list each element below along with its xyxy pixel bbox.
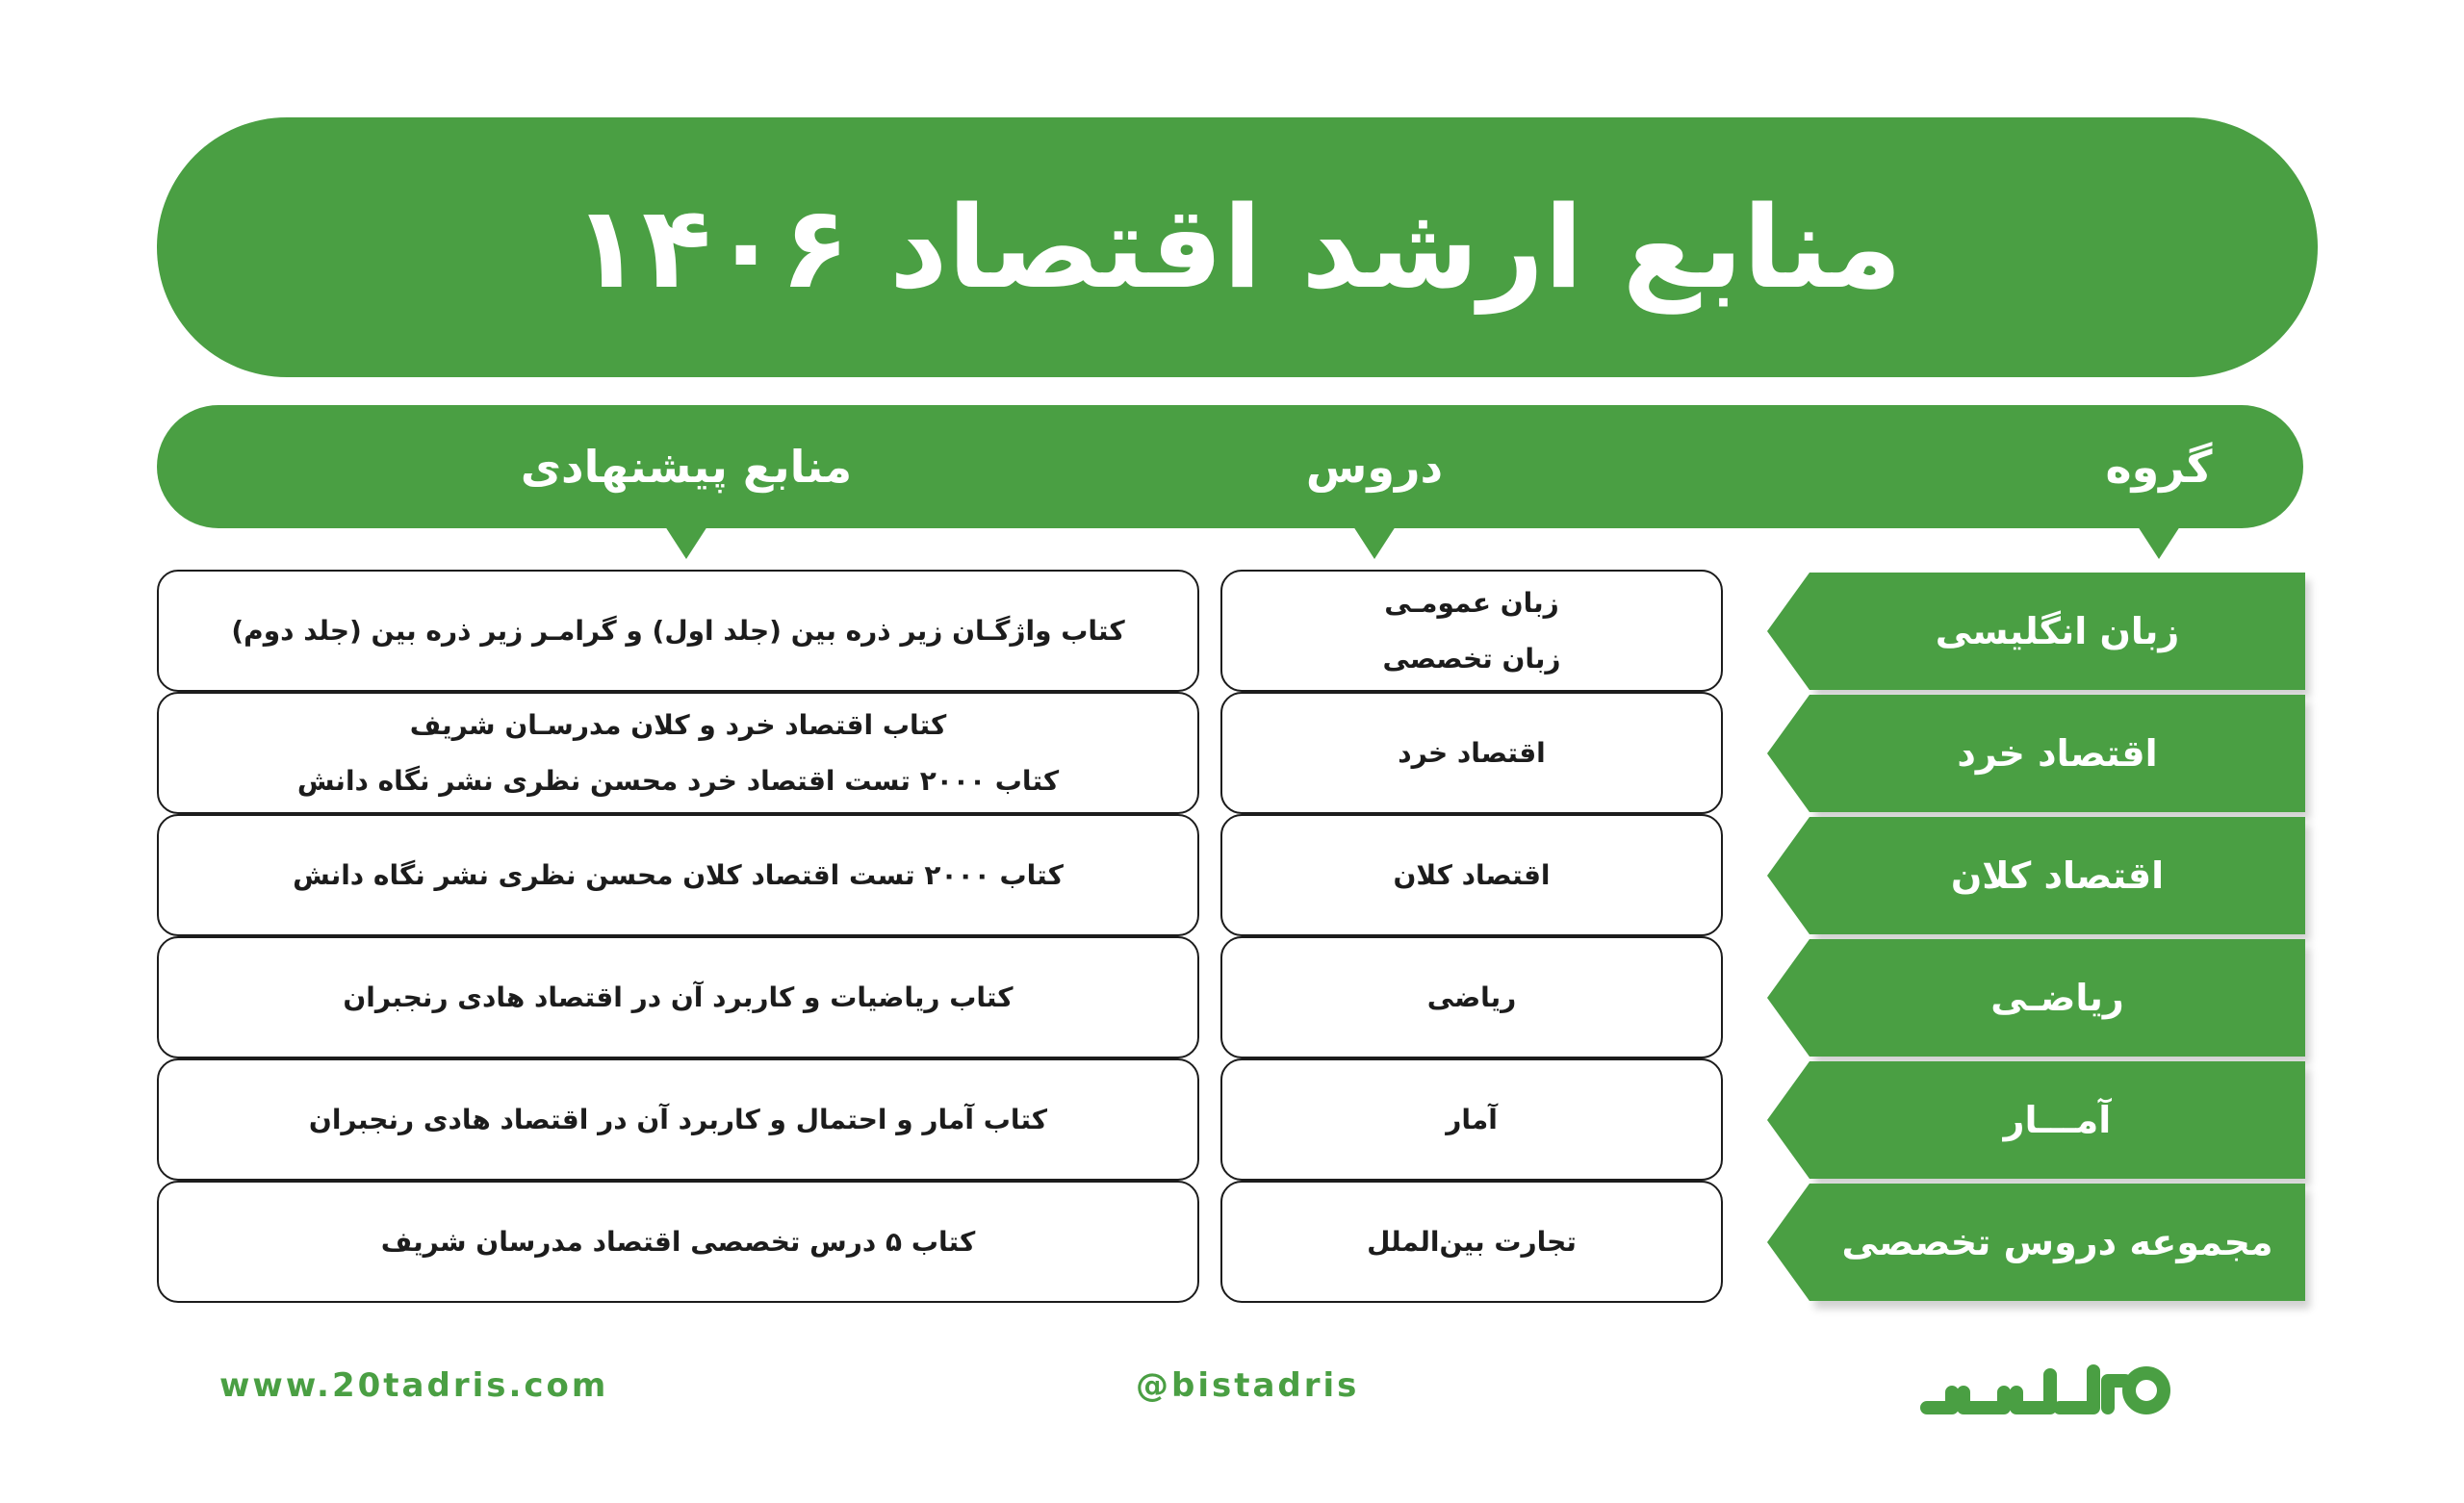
resource-text: کتاب اقتصاد خرد و کلان مدرسـان شریف — [409, 708, 947, 741]
group-label: اقتصاد کلان — [1810, 817, 2305, 934]
course-text: تجارت بین‌الملل — [1367, 1225, 1577, 1258]
group-label: ریاضـی — [1810, 939, 2305, 1057]
table-row-courses — [1220, 936, 1723, 1058]
table-row-resources — [157, 1058, 1199, 1181]
resource-text: کتاب واژگـان زیر ذره بین (جلد اول) و گرامـر زیر ذره بین (جلد دوم) — [231, 614, 1125, 647]
resource-text: کتاب ۲۰۰۰ تست اقتصاد کلان محسن نظری نشر نگاه دانش — [293, 858, 1064, 891]
table-row-resources — [157, 1181, 1199, 1303]
table-header — [157, 405, 2303, 528]
table-row-courses — [1220, 1058, 1723, 1181]
table-row-courses — [1220, 692, 1723, 814]
table-row-resources — [157, 814, 1199, 936]
course-text: اقتصاد خرد — [1398, 736, 1546, 769]
course-text: زبان تخصصی — [1382, 642, 1561, 675]
header-group: گروه — [1928, 405, 2390, 528]
table-row-courses — [1220, 570, 1723, 692]
group-label: مجموعه دروس تخصصی — [1810, 1184, 2305, 1301]
group-label: زبان انگلیسی — [1810, 573, 2305, 690]
resource-text: کتاب ۵ درس تخصصی اقتصاد مدرسان شریف — [380, 1225, 976, 1258]
table-row-courses — [1220, 814, 1723, 936]
resource-text: کتاب ۲۰۰۰ تست اقتصاد خرد محسن نظری نشر نگاه دانش — [296, 764, 1060, 797]
group-label: آمـــار — [1810, 1061, 2305, 1179]
course-text: اقتصاد کلان — [1393, 858, 1551, 891]
website-link[interactable]: www.20tadris.com — [219, 1366, 609, 1405]
group-label: اقتصاد خرد — [1810, 695, 2305, 812]
course-text: ریاضی — [1426, 981, 1517, 1013]
brand-logo-icon — [1915, 1352, 2175, 1429]
header-courses: دروس — [1225, 405, 1524, 528]
resource-text: کتاب ریاضیات و کاربرد آن در اقتصاد هادی رنجبران — [343, 981, 1014, 1013]
table-row-resources — [157, 936, 1199, 1058]
resource-text: کتاب آمار و احتمال و کاربرد آن در اقتصاد هادی رنجبران — [308, 1103, 1048, 1135]
page-title: منابع ارشد اقتصاد ۱۴۰۶ — [572, 181, 1903, 314]
table-row-courses — [1220, 1181, 1723, 1303]
social-handle[interactable]: @bistadris — [1136, 1366, 1360, 1405]
title-banner — [157, 117, 2318, 377]
header-resources: منابع پیشنهادی — [446, 405, 927, 528]
table-row-resources — [157, 692, 1199, 814]
course-text: زبان عمومـی — [1384, 586, 1559, 619]
course-text: آمار — [1446, 1103, 1498, 1135]
table-row-resources — [157, 570, 1199, 692]
